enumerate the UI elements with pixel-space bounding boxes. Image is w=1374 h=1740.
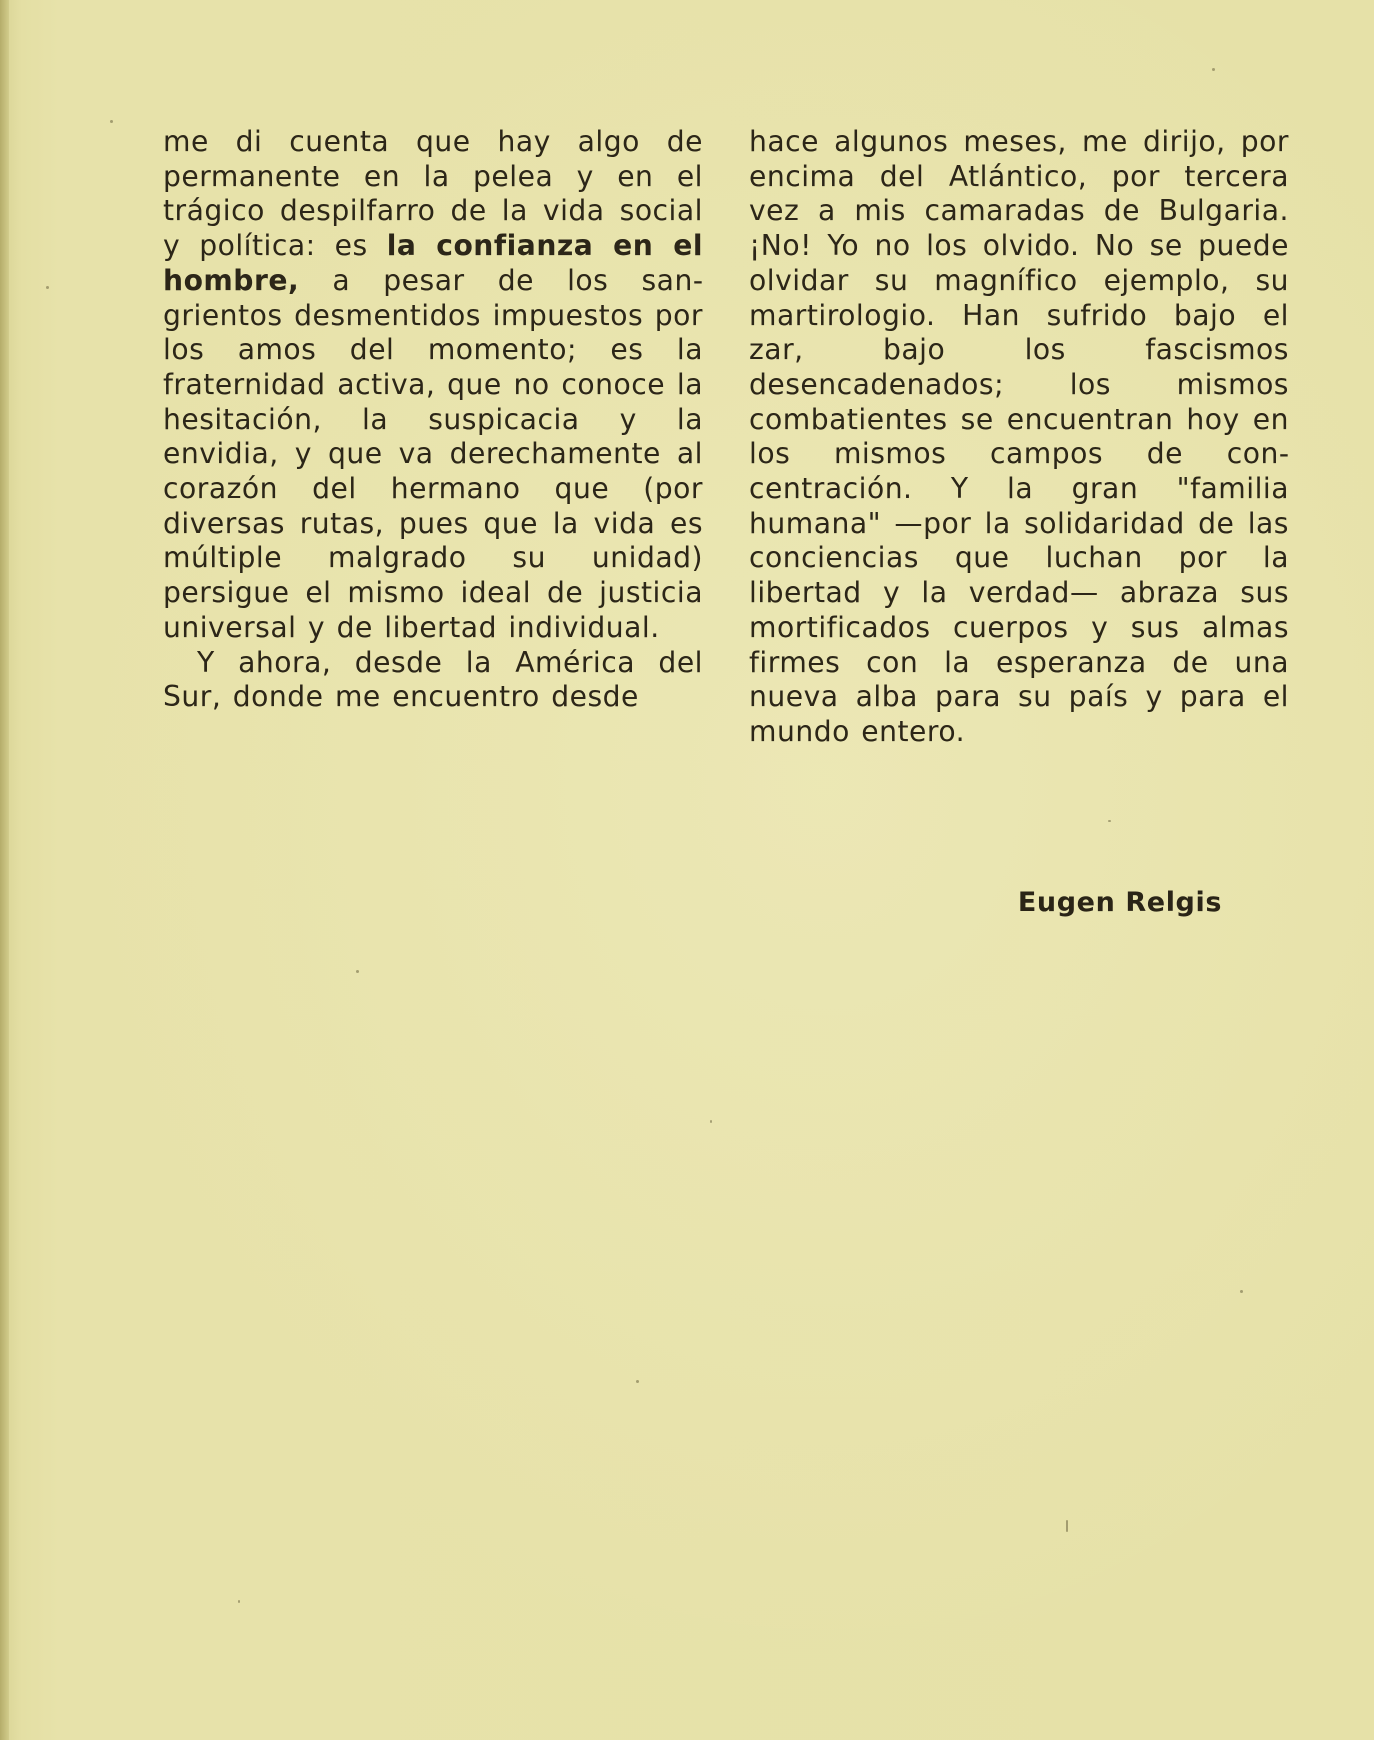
left-paragraph-1 [163, 125, 703, 646]
right-text-column [749, 125, 1289, 750]
paper-speck [238, 1600, 240, 1603]
paper-speck [356, 970, 359, 973]
right-paragraph-1: hace algunos meses, me dirijo, por encima del Atlántico, por tercera vez a mis camaradas de Bulgaria. ¡No! Yo no los olvido. No se puede olvidar su magnífico ejemplo, su martirologio. Han sufrido bajo el zar, bajo los fascismos desencadenados; los mismos combatientes se encuentran hoy en los mismos campos de concentración. Y la gran "familia humana" —por la solidaridad de las conciencias que luchan por la libertad y la verdad— abraza sus mortificados cuerpos y sus almas firmes con la esperanza de una nueva alba para su país y para el mundo entero. [749, 125, 1289, 748]
author-signature: Eugen Relgis [1017, 887, 1222, 918]
paper-speck [1212, 68, 1215, 71]
paper-speck [110, 120, 113, 123]
paper-speck [1108, 820, 1111, 822]
left-text-column [163, 125, 703, 715]
left-paragraph-2: Y ahora, desde la América del Sur, donde me encuentro desde [163, 645, 703, 714]
left-paragraph-1-start: me di cuenta que hay algo de permanente en la pelea y en el trágico despilfarro de la vida social y política: es [163, 125, 703, 263]
bold-phrase: la confianza en el hombre, [163, 229, 703, 297]
paper-speck [710, 1120, 712, 1123]
paper-speck [636, 1380, 639, 1383]
paper-speck [1240, 1290, 1243, 1293]
page-left-edge [0, 0, 9, 1740]
paper-speck [46, 286, 49, 289]
left-paragraph-1-end: a pesar de los sangrientos desmentidos impuestos por los amos del momento; es la fraternidad activa, que no conoce la hesitación, la suspicacia y la envidia, y que va derechamente al corazón del hermano que (por diversas rutas, pues que la vida es múltiple malgrado su unidad) persigue el mismo ideal de justicia universal y de libertad individual. [163, 263, 703, 644]
paper-speck [1066, 1520, 1068, 1532]
